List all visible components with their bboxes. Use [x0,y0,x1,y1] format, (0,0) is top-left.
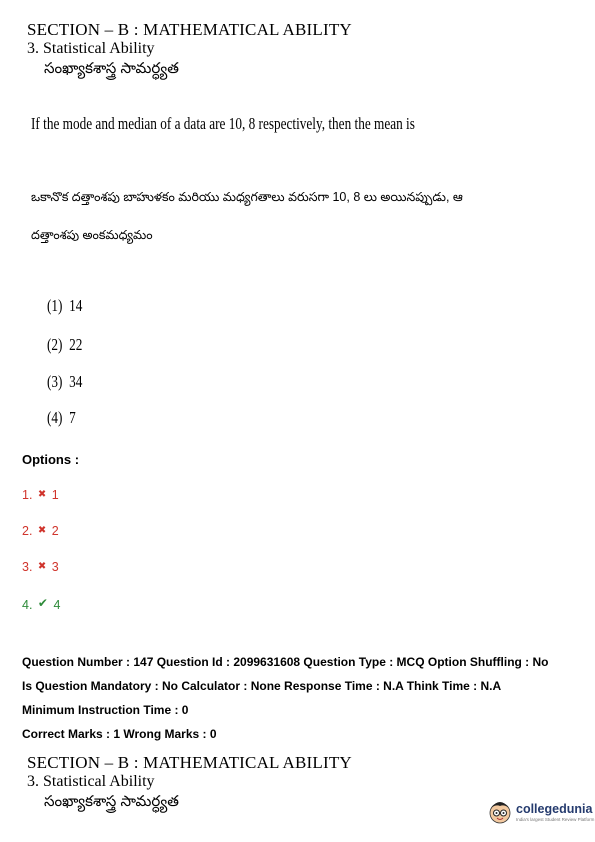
question-meta [22,650,582,746]
answer-item-2 [22,524,59,538]
answer-item-4-correct [22,596,60,612]
question-text-telugu-line2: దత్తాంశపు అంకమధ్యమం [31,228,153,242]
answer-value: 3 [51,560,59,574]
option-label: (1) [47,296,63,315]
logo-wordmark: collegedunia [516,802,593,816]
option-value: 7 [69,408,76,427]
answer-value: 4 [53,598,61,612]
answer-number: 1. [22,488,33,502]
answer-item-1 [22,488,59,502]
answer-item-3 [22,560,59,574]
question-option-4 [47,408,76,428]
logo-tagline: India's largest Student Review Platform [516,817,595,822]
meta-line-1: Question Number : 147 Question Id : 2099631608 Question Type : MCQ Option Shuffling : No [22,655,549,669]
question-option-2 [47,335,82,355]
option-value: 34 [69,372,83,391]
answer-value: 1 [51,488,59,502]
mascot-icon [488,798,512,826]
question-text-english: If the mode and median of a data are 10, 8 respectively, then the mean is [31,114,415,133]
option-value: 22 [69,335,83,354]
section-telugu: సంఖ్యాకశాస్త్ర సామర్ధ్యత [44,60,179,77]
question-option-3 [47,372,82,392]
question-text-telugu-line1: ఒకానొక దత్తాంశపు బాహుళకం మరియు మధ్యగతాలు వరుసగా 10, 8 లు అయినప్పుడు, ఆ [31,190,463,204]
question-option-1 [47,296,82,316]
section-telugu-bottom: సంఖ్యాకశాస్త్ర సామర్ధ్యత [44,793,179,810]
section-subtitle: 3. Statistical Ability [27,40,155,57]
cross-icon: ✖ [37,525,47,536]
answer-number: 4. [22,598,33,612]
meta-line-4: Correct Marks : 1 Wrong Marks : 0 [22,727,217,741]
meta-line-3: Minimum Instruction Time : 0 [22,703,189,717]
options-heading: Options : [22,452,80,467]
option-label: (4) [47,408,63,427]
cross-icon: ✖ [37,561,47,572]
collegedunia-logo [488,798,594,826]
section-subtitle-bottom: 3. Statistical Ability [27,773,155,790]
section-title-bottom: SECTION – B : MATHEMATICAL ABILITY [27,753,352,772]
answer-number: 2. [22,524,33,538]
answer-value: 2 [51,524,59,538]
meta-line-2: Is Question Mandatory : No Calculator : None Response Time : N.A Think Time : N.A [22,679,502,693]
option-value: 14 [69,296,83,315]
answer-number: 3. [22,560,33,574]
section-title: SECTION – B : MATHEMATICAL ABILITY [27,20,352,39]
check-icon: ✔ [37,596,48,610]
option-label: (3) [47,372,63,391]
cross-icon: ✖ [37,489,47,500]
option-label: (2) [47,335,63,354]
